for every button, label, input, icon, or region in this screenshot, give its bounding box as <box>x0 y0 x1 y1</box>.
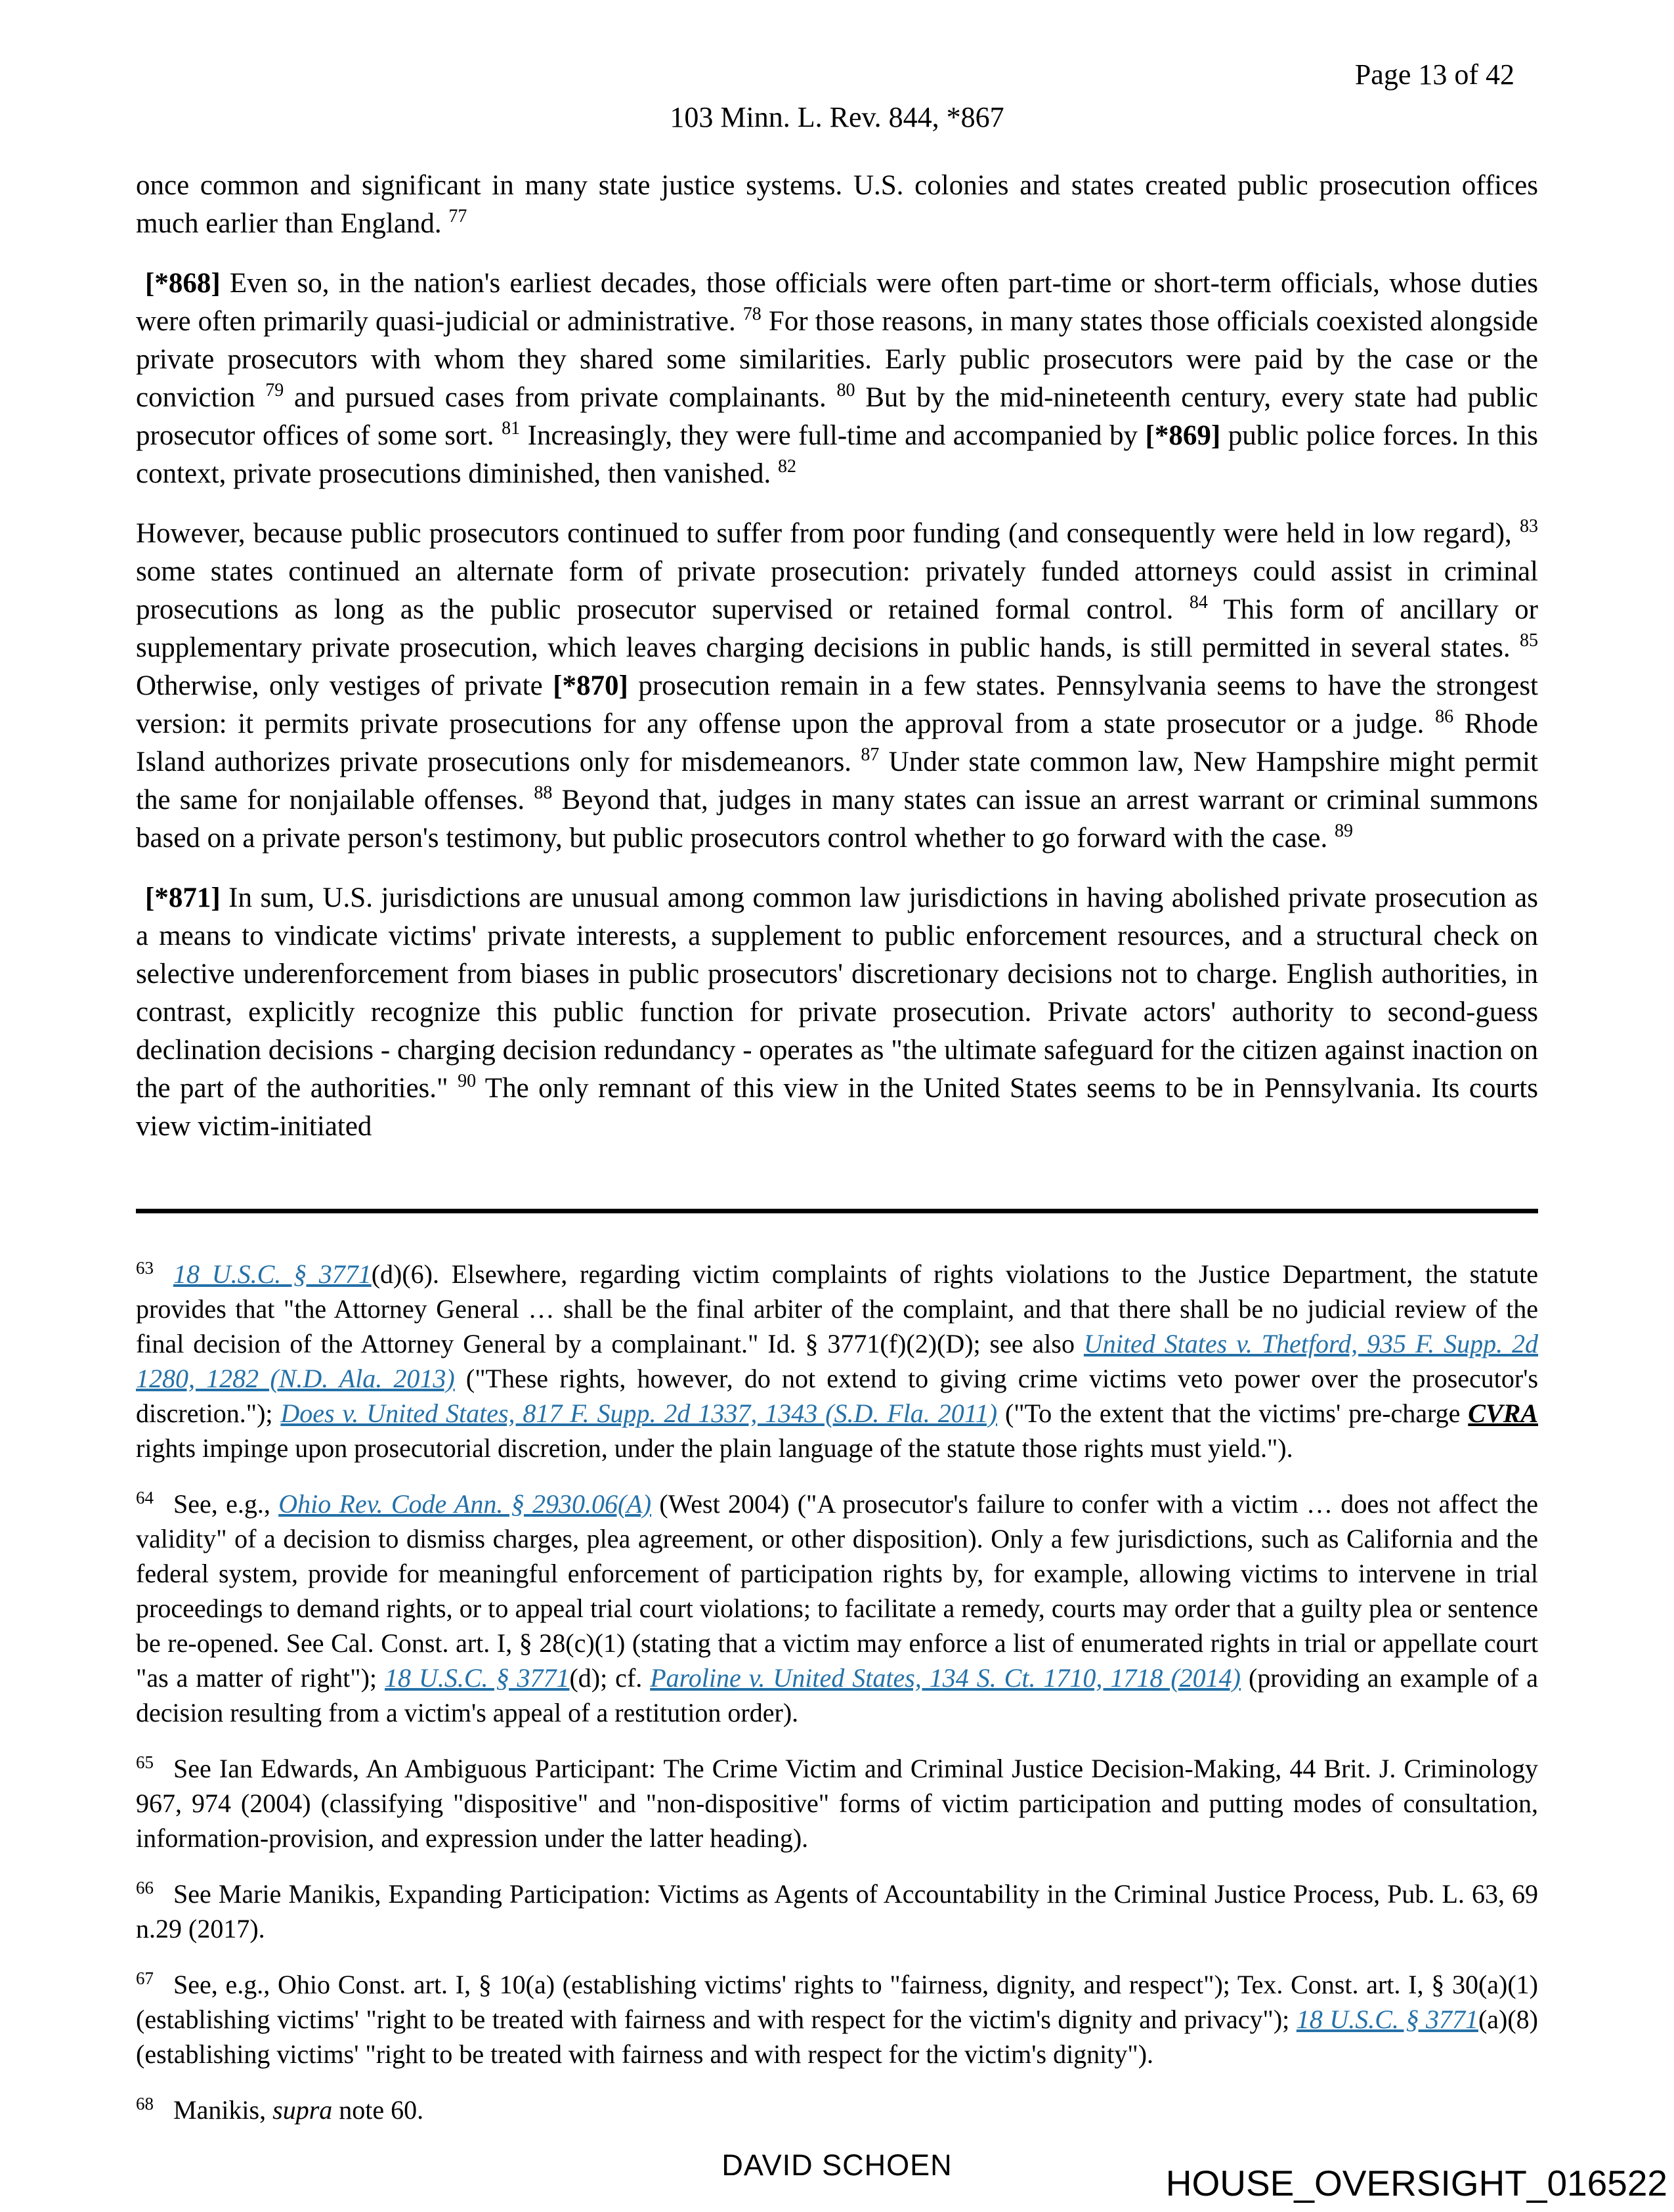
text-run: (West 2004) ("A prosecutor's failure to confer with a victim … does not affect the validity" of a decision to dismiss charges, plea agreement, or other disposition). Only a few jurisdictions, such as California and the federal system, provide for meaningful enforcement of participation rights by, for example, allowing victims to intervene in trial proceedings to demand rights, or to appeal trial court violations; to facilitate a remedy, courts may order that a guilty plea or sentence be re-opened. See Cal. Const. art. I, § 28(c)(1) (stating that a victim may enforce a list of enumerated rights in trial or appellate court "as a matter of right"); <box>136 1488 1538 1693</box>
text-run: Even so, in the nation's earliest decades, those officials were often part-time or short-term officials, whose duties were often primarily quasi-judicial or administrative. <box>136 267 1538 337</box>
text-run: In sum, U.S. jurisdictions are unusual among common law jurisdictions in having abolished private prosecution as a means to vindicate victims' private interests, a supplement to public enforcement resources, and a structural check on selective underenforcement from biases in public prosecutors' discretionary decisions not to charge. English authorities, in contrast, explicitly recognize this public function for private prosecution. Private actors' authority to second-guess declination decisions - charging decision redundancy - operates as "the ultimate safeguard for the citizen against inaction on the part of the authorities." <box>136 882 1538 1104</box>
text-run: Beyond that, judges in many states can issue an arrest warrant or criminal summons based on a private person's testimony, but public prosecutors control whether to go forward with the case. <box>136 784 1538 854</box>
text-run: See Marie Manikis, Expanding Participation: Victims as Agents of Accountability in the Criminal Justice Process, Pub. L. 63, 69 n.29 (2017). <box>136 1878 1538 1943</box>
footnote-ref: 80 <box>836 380 855 401</box>
text-run: supra <box>272 2094 333 2125</box>
text-run: [*871] <box>145 882 221 913</box>
footnote-number: 67 <box>136 1968 154 1989</box>
citation-link[interactable]: Ohio Rev. Code Ann. § 2930.06(A) <box>278 1488 652 1519</box>
footnote <box>136 1486 1538 1730</box>
footnote-ref: 88 <box>534 783 553 804</box>
footnote-ref: 82 <box>778 456 797 477</box>
text-run: (providing an example of a decision resulting from a victim's appeal of a restitution order). <box>136 1662 1538 1727</box>
text-run: ("These rights, however, do not extend to giving crime victims veto power over the prosecutor's discretion."); <box>136 1363 1539 1428</box>
text-run: [*869] <box>1145 420 1221 451</box>
paragraph <box>136 265 1538 493</box>
citation-link[interactable]: Paroline v. United States, 134 S. Ct. 1710, 1718 (2014) <box>650 1662 1241 1693</box>
footnote-number: 66 <box>136 1878 154 1898</box>
footnote-divider <box>136 1209 1538 1213</box>
page-number-label: Page 13 of 42 <box>1354 58 1514 91</box>
footnote-number: 64 <box>136 1488 154 1508</box>
text-run: Under state common law, New Hampshire might permit the same for nonjailable offenses. <box>136 746 1538 815</box>
text-run: Rhode Island authorizes private prosecutions only for misdemeanors. <box>136 708 1538 777</box>
footnotes-section <box>136 1257 1538 2127</box>
text-run: See, e.g., Ohio Const. art. I, § 10(a) (establishing victims' rights to "fairness, dignity, and respect"); Tex. Const. art. I, § 30(a)(1) (establishing victims' "right to be treated with fairness and with respect for the victim's dignity and privacy"); <box>136 1969 1538 2034</box>
text-run: [*868] <box>145 267 221 299</box>
footnote <box>136 2093 1538 2127</box>
footnote <box>136 1257 1538 1465</box>
text-run: some states continued an alternate form of private prosecution: privately funded attorneys could assist in criminal prosecutions as long as the public prosecutor supervised or retained formal control. <box>136 555 1538 625</box>
term-link[interactable]: CVRA <box>1468 1398 1538 1428</box>
footnote-ref: 87 <box>861 745 880 766</box>
text-run: However, because public prosecutors continued to suffer from poor funding (and consequently were held in low regard), <box>136 517 1520 549</box>
citation-link[interactable]: 18 U.S.C. § 3771 <box>385 1662 570 1693</box>
paragraph <box>136 167 1538 243</box>
text-run: Manikis, <box>173 2094 273 2125</box>
footnote-number: 65 <box>136 1752 154 1773</box>
text-run: Otherwise, only vestiges of private <box>136 670 553 701</box>
footnote-ref: 86 <box>1435 706 1454 727</box>
footnote-ref: 83 <box>1520 516 1538 537</box>
text-run: rights impinge upon prosecutorial discretion, under the plain language of the statute those rights must yield."). <box>136 1433 1293 1463</box>
text-run: For those reasons, in many states those officials coexisted alongside private prosecutors with whom they shared some similarities. Early public prosecutors were paid by the case or the conviction <box>136 305 1538 413</box>
footnote-ref: 78 <box>742 304 762 325</box>
footnote-ref: 90 <box>458 1071 477 1092</box>
footnote-number: 63 <box>136 1258 154 1278</box>
text-run: The only remnant of this view in the United States seems to be in Pennsylvania. Its courts view victim-initiated <box>136 1072 1538 1142</box>
paragraph <box>136 515 1538 857</box>
footer-name: DAVID SCHOEN <box>721 2148 953 2182</box>
text-run: (d); cf. <box>569 1662 651 1693</box>
citation-link[interactable]: Does v. United States, 817 F. Supp. 2d 1337, 1343 (S.D. Fla. 2011) <box>280 1398 998 1428</box>
bates-number: HOUSE_OVERSIGHT_016522 <box>1165 2163 1667 2203</box>
footnote-number: 68 <box>136 2094 154 2114</box>
text-run: and pursued cases from private complainants. <box>284 381 837 413</box>
footnote-ref: 77 <box>448 206 467 227</box>
footnote-ref: 81 <box>502 418 521 439</box>
text-run: This form of ancillary or supplementary private prosecution, which leaves charging decisions in public hands, is still permitted in several states. <box>136 594 1538 663</box>
footnote-ref: 84 <box>1189 592 1208 613</box>
citation-link[interactable]: United States v. Thetford, 935 F. Supp. 2d 1280, 1282 (N.D. Ala. 2013) <box>136 1328 1538 1393</box>
text-run: Increasingly, they were full-time and accompanied by <box>520 420 1146 451</box>
text-run: note 60. <box>332 2094 424 2125</box>
paragraph <box>136 879 1538 1146</box>
footnote-ref: 89 <box>1335 821 1354 842</box>
text-run: See, e.g., <box>173 1488 279 1519</box>
text-run: once common and significant in many state justice systems. U.S. colonies and states created public prosecution offices much earlier than England. <box>136 169 1538 239</box>
text-run: See Ian Edwards, An Ambiguous Participant: The Crime Victim and Criminal Justice Decision-Making, 44 Brit. J. Criminology 967, 974 (2004) (classifying "dispositive" and "non-dispositive" forms of victim participation and putting modes of consultation, information-provision, and expression under the latter heading). <box>136 1753 1538 1853</box>
text-run: ("To the extent that the victims' pre-charge <box>997 1398 1469 1428</box>
footnote <box>136 1876 1538 1946</box>
footnote <box>136 1751 1538 1855</box>
text-run: [*870] <box>553 670 628 701</box>
text-run: public police forces. In this context, private prosecutions diminished, then vanished. <box>136 420 1538 489</box>
footnote-ref: 85 <box>1520 630 1538 651</box>
footnote <box>136 1967 1538 2071</box>
text-run: (a)(8) (establishing victims' "right to be treated with fairness and with respect for the victim's dignity"). <box>136 2004 1538 2069</box>
citation-link[interactable]: 18 U.S.C. § 3771 <box>173 1259 372 1289</box>
citation-link[interactable]: 18 U.S.C. § 3771 <box>1296 2004 1478 2034</box>
footnote-ref: 79 <box>265 380 284 401</box>
text-run: (d)(6). Elsewhere, regarding victim complaints of rights violations to the Justice Department, the statute provides that "the Attorney General … shall be the final arbiter of the complaint, and that there shall be no judicial review of the final decision of the Attorney General by a complainant." Id. § 3771(f)(2)(D); see also <box>136 1259 1538 1358</box>
text-run: But by the mid-nineteenth century, every state had public prosecutor offices of some sort. <box>136 381 1538 451</box>
document-body <box>136 167 1538 1146</box>
citation-header: 103 Minn. L. Rev. 844, *867 <box>670 100 1004 133</box>
text-run: prosecution remain in a few states. Pennsylvania seems to have the strongest version: it permits private prosecutions for any offense upon the approval from a state prosecutor or a judge. <box>136 670 1539 739</box>
